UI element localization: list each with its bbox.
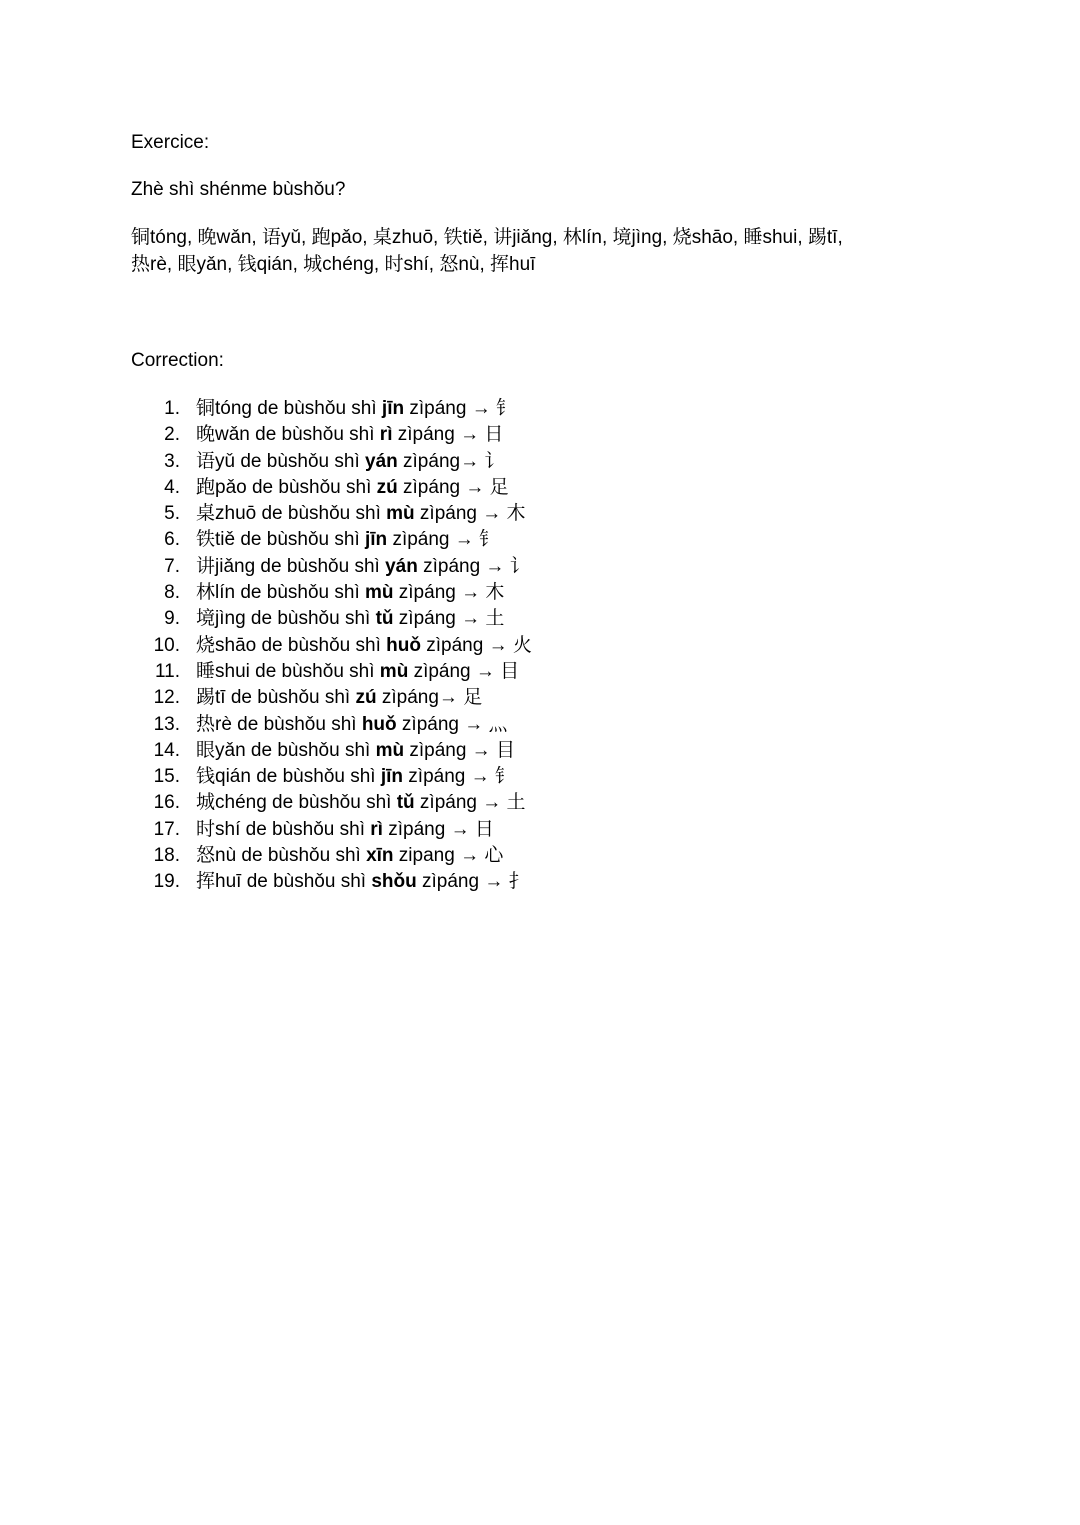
radical-name: zú xyxy=(355,687,377,709)
item-radical: zìpáng → 日 xyxy=(382,818,494,840)
item-text: 怒nù de bùshǒu shì xyxy=(196,845,367,867)
item-radical: zìpáng → 火 xyxy=(420,634,532,656)
item-radical: zìpáng → 目 xyxy=(408,660,520,682)
item-number: 13. xyxy=(153,713,180,735)
item-text: 讲jiǎng de bùshǒu shì xyxy=(196,555,386,577)
radical-name: mù xyxy=(375,739,405,761)
correction-item xyxy=(131,449,532,475)
correction-item xyxy=(131,869,532,895)
item-number: 2. xyxy=(164,424,180,446)
item-number: 19. xyxy=(153,871,180,893)
exercise-word-list-line-2: 热rè, 眼yǎn, 钱qián, 城chéng, 时shí, 怒nù, 挥huī xyxy=(131,254,536,275)
radical-name: mù xyxy=(379,660,409,682)
item-radical: zìpáng→ 足 xyxy=(376,687,483,709)
item-radical: zìpáng → 足 xyxy=(397,476,509,498)
item-text: 晚wǎn de bùshǒu shì xyxy=(196,424,380,446)
exercise-heading: Exercice: xyxy=(131,132,210,153)
item-radical: zìpáng → 目 xyxy=(404,739,515,761)
correction-item xyxy=(131,817,532,843)
radical-name: mù xyxy=(365,582,394,604)
item-number: 12. xyxy=(153,687,180,709)
item-text: 挥huī de bùshǒu shì xyxy=(196,871,372,893)
exercise-word-list-line-1: 铜tóng, 晚wǎn, 语yǔ, 跑pǎo, 桌zhuō, 铁tiě, 讲jiǎng, 林lín, 境jìng, 烧shāo, 睡shui, 踢tī, xyxy=(131,227,843,248)
item-text: 语yǔ de bùshǒu shì xyxy=(196,450,365,472)
item-text: 跑pǎo de bùshǒu shì xyxy=(196,476,377,498)
item-text: 钱qián de bùshǒu shì xyxy=(196,766,381,788)
correction-item xyxy=(131,685,532,711)
correction-item xyxy=(131,554,532,580)
item-number: 15. xyxy=(153,766,180,788)
correction-item xyxy=(131,580,532,606)
item-number: 18. xyxy=(153,845,180,867)
item-number: 3. xyxy=(164,450,180,472)
correction-item xyxy=(131,659,532,685)
item-radical: zìpáng → 钅 xyxy=(404,398,515,419)
item-text: 睡shui de bùshǒu shì xyxy=(196,660,380,682)
item-radical: zìpáng → 木 xyxy=(393,582,505,604)
radical-name: huǒ xyxy=(386,634,421,656)
correction-item xyxy=(131,738,532,764)
radical-name: jīn xyxy=(380,766,404,788)
item-text: 热rè de bùshǒu shì xyxy=(196,713,362,735)
radical-name: huǒ xyxy=(361,713,397,735)
item-radical: zìpáng → 土 xyxy=(393,608,505,630)
item-text: 烧shāo de bùshǒu shì xyxy=(196,634,387,656)
item-radical: zìpáng → 钅 xyxy=(387,529,499,551)
radical-name: xīn xyxy=(366,845,394,867)
item-text: 城chéng de bùshǒu shì xyxy=(196,792,397,814)
correction-item xyxy=(131,790,532,816)
item-text: 眼yǎn de bùshǒu shì xyxy=(196,739,376,761)
item-number: 7. xyxy=(164,555,180,577)
item-radical: zìpáng → 灬 xyxy=(396,713,508,735)
correction-item xyxy=(131,475,532,501)
item-radical: zìpáng → 土 xyxy=(414,792,526,814)
item-number: 16. xyxy=(153,792,180,814)
item-number: 11. xyxy=(154,660,180,682)
item-number: 4. xyxy=(164,476,180,498)
item-number: 1. xyxy=(164,398,180,419)
correction-heading: Correction: xyxy=(131,350,224,371)
item-radical: zipang → 心 xyxy=(393,845,504,867)
correction-item xyxy=(131,606,532,632)
item-radical: zìpáng → 扌 xyxy=(416,871,528,893)
radical-name: yán xyxy=(385,555,418,577)
item-number: 10. xyxy=(153,634,180,656)
correction-item xyxy=(131,633,532,659)
radical-name: mù xyxy=(386,503,415,525)
item-number: 14. xyxy=(153,739,180,761)
radical-name: yán xyxy=(365,450,398,472)
item-text: 林lín de bùshǒu shì xyxy=(196,582,365,604)
item-number: 9. xyxy=(164,608,180,630)
item-text: 铁tiě de bùshǒu shì xyxy=(196,529,365,551)
item-text: 铜tóng de bùshǒu shì xyxy=(196,398,382,419)
correction-item xyxy=(131,396,532,422)
item-radical: zìpáng → 日 xyxy=(392,424,504,446)
item-radical: zìpáng → 讠 xyxy=(417,555,529,577)
exercise-question: Zhè shì shénme bùshǒu? xyxy=(131,179,346,200)
radical-name: jīn xyxy=(381,398,405,419)
item-text: 境jìng de bùshǒu shì xyxy=(196,608,376,630)
correction-item xyxy=(131,422,532,448)
radical-name: shǒu xyxy=(371,871,417,893)
item-number: 6. xyxy=(164,529,180,551)
item-radical: zìpáng → 木 xyxy=(414,503,526,525)
radical-name: tǔ xyxy=(375,608,394,630)
correction-item xyxy=(131,527,532,553)
correction-item xyxy=(131,764,532,790)
radical-name: rì xyxy=(370,818,383,840)
item-number: 17. xyxy=(153,818,180,840)
correction-item xyxy=(131,501,532,527)
correction-list xyxy=(131,396,532,896)
item-text: 桌zhuō de bùshǒu shì xyxy=(196,503,387,525)
radical-name: jīn xyxy=(365,529,388,551)
item-text: 踢tī de bùshǒu shì xyxy=(196,687,356,709)
radical-name: rì xyxy=(379,424,393,446)
radical-name: zú xyxy=(376,476,398,498)
item-radical: zìpáng → 钅 xyxy=(403,766,514,788)
correction-item xyxy=(131,843,532,869)
item-number: 8. xyxy=(164,582,180,604)
item-number: 5. xyxy=(164,503,180,525)
radical-name: tǔ xyxy=(396,792,415,814)
correction-item xyxy=(131,712,532,738)
item-text: 时shí de bùshǒu shì xyxy=(196,818,371,840)
item-radical: zìpáng→ 讠 xyxy=(397,450,504,472)
